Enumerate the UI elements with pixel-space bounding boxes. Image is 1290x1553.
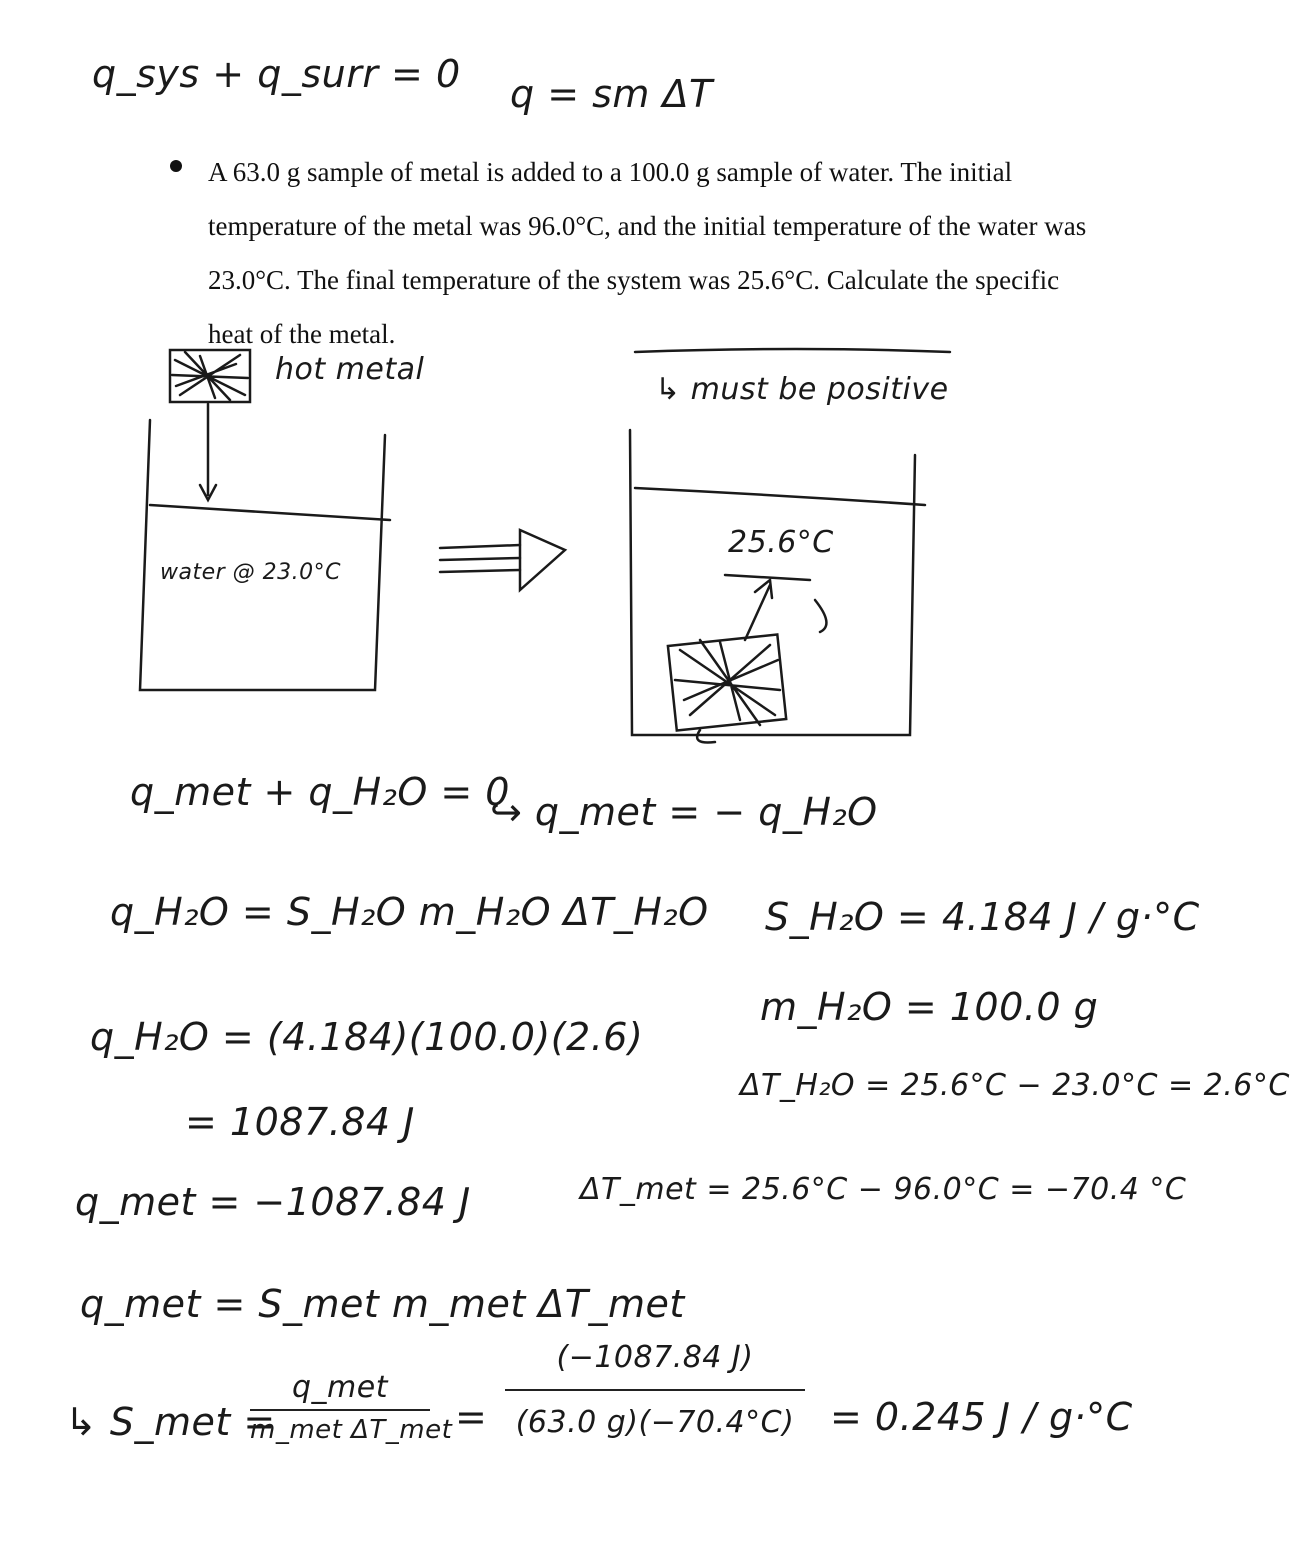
fraction-symbolic (250, 1370, 453, 1445)
balance-rearranged: ↪ q_met = − q_H₂O (490, 790, 878, 834)
water-label: water @ 23.0°C (160, 560, 342, 585)
fraction-numeric (505, 1340, 805, 1440)
water-specific-heat: S_H₂O = 4.184 J / g·°C (765, 895, 1200, 939)
energy-balance: q_met + q_H₂O = 0 (130, 770, 510, 814)
metal-heat-value: q_met = −1087.84 J (75, 1180, 471, 1224)
metal-specific-heat-label: ↳ S_met = (65, 1400, 276, 1444)
heat-formula: q = sm ΔT (510, 72, 713, 116)
water-heat-formula: q_H₂O = S_H₂O m_H₂O ΔT_H₂O (110, 890, 709, 934)
fraction-numeric-denominator: (63.0 g)(−70.4°C) (515, 1405, 795, 1440)
fraction-bar (250, 1409, 430, 1411)
fraction-numerator: q_met (292, 1370, 388, 1405)
fraction-numeric-numerator: (−1087.84 J) (556, 1340, 754, 1375)
heat-balance-equation: q_sys + q_surr = 0 (92, 52, 461, 96)
fraction-numeric-bar (505, 1389, 805, 1391)
final-answer: = 0.245 J / g·°C (830, 1395, 1133, 1439)
water-heat-result: = 1087.84 J (185, 1100, 415, 1144)
metal-temp-change: ΔT_met = 25.6°C − 96.0°C = −70.4 °C (580, 1172, 1187, 1207)
water-temp-change: ΔT_H₂O = 25.6°C − 23.0°C = 2.6°C (740, 1068, 1290, 1103)
water-mass: m_H₂O = 100.0 g (760, 985, 1099, 1029)
must-be-positive-note: ↳ must be positive (655, 372, 949, 407)
problem-text: A 63.0 g sample of metal is added to a 100.0 g sample of water. The initial temperature of the metal was 96.0°C, and the initial temperature of the water was 23.0°C. The final temperature of the system was 25.6°C. Calculate the specific heat of the metal. (208, 157, 1087, 349)
metal-heat-formula: q_met = S_met m_met ΔT_met (80, 1282, 685, 1326)
water-heat-calc: q_H₂O = (4.184)(100.0)(2.6) (90, 1015, 644, 1059)
beaker-sketch (0, 0, 1200, 800)
final-temp-label: 25.6°C (728, 525, 834, 560)
equals-sign: = (455, 1395, 488, 1439)
hot-metal-label: hot metal (275, 352, 425, 387)
fraction-denominator: m_met ΔT_met (250, 1415, 453, 1445)
